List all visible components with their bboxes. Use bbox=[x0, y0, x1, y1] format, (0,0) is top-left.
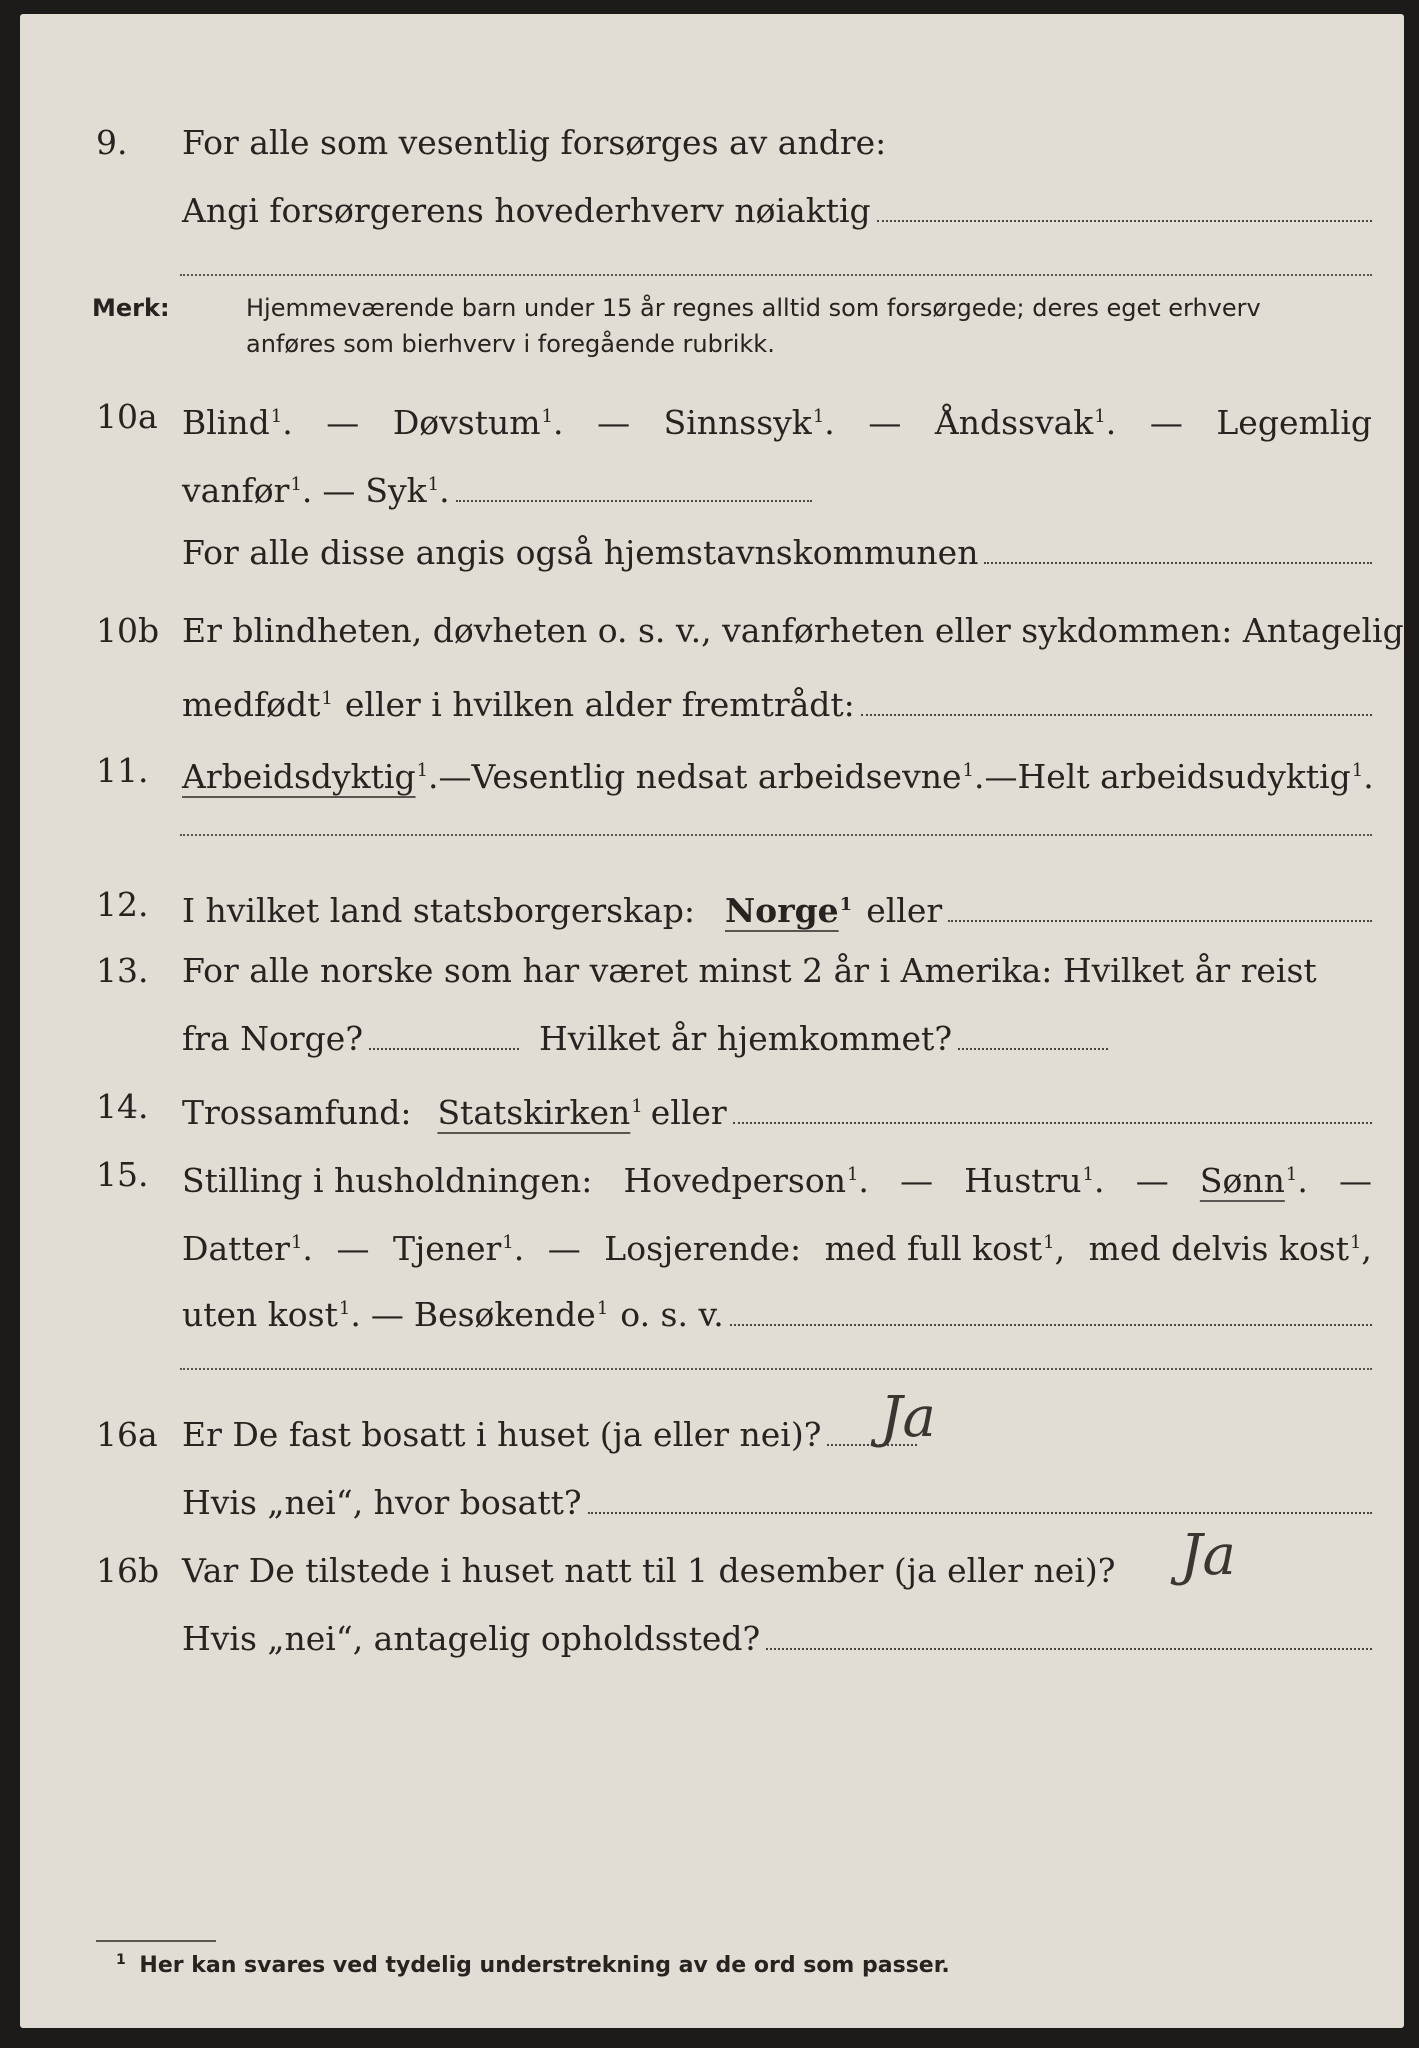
q12-eller: eller bbox=[866, 891, 943, 930]
q10b-number: 10b bbox=[96, 611, 160, 650]
q16a-line1 bbox=[20, 1410, 1404, 1460]
q10b-line1 bbox=[20, 606, 1404, 656]
q10b-medfodt[interactable]: medfødt bbox=[182, 685, 321, 724]
q16b-opholdssted-field[interactable] bbox=[766, 1620, 1372, 1650]
q9-line2 bbox=[20, 186, 1404, 236]
footnote-mark: 1 bbox=[116, 1952, 126, 1968]
q10a-sinnssyk[interactable]: Sinnssyk bbox=[663, 403, 812, 442]
q10a-syk-field[interactable] bbox=[456, 472, 812, 502]
q16b-number: 16b bbox=[96, 1551, 160, 1590]
footnote-rule bbox=[96, 1940, 216, 1942]
q13-reist-label: fra Norge? bbox=[182, 1019, 364, 1058]
q10b-alder-field[interactable] bbox=[861, 686, 1372, 716]
q15-delvis-kost[interactable]: med delvis kost bbox=[1088, 1229, 1349, 1268]
q10b-alder-label: eller i hvilken alder fremtrådt: bbox=[344, 685, 855, 724]
merk-text-1: Hjemmeværende barn under 15 år regnes alltid som forsørgede; deres eget erhverv bbox=[246, 294, 1261, 322]
q14-prompt: Trossamfund: bbox=[182, 1093, 412, 1132]
q15-extra-line bbox=[180, 1368, 1372, 1370]
q15-line2: Datter$^1$. — Tjener$^1$. — Losjerende: med full kost$^1$, med delvis kost$^1$, bbox=[20, 1218, 1404, 1268]
q11-line1: 11. Arbeidsdyktig$^1$. — Vesentlig nedsat arbeidsevne$^1$. — Helt arbeidsudyktig$^1$. bbox=[20, 746, 1404, 796]
q14-line1: 14. Trossamfund: Statskirken$^1$ eller bbox=[20, 1082, 1404, 1132]
q10a-syk[interactable]: Syk bbox=[365, 471, 427, 510]
q12-number: 12. bbox=[96, 885, 149, 924]
q14-statskirken[interactable]: Statskirken bbox=[437, 1093, 631, 1132]
q11-udyktig[interactable]: Helt arbeidsudyktig bbox=[1017, 757, 1351, 796]
merk-note bbox=[92, 290, 1372, 366]
q10a-vanfor[interactable]: vanfør bbox=[182, 471, 290, 510]
q16a-bosatt-field[interactable] bbox=[588, 1484, 1372, 1514]
q9-occupation-field[interactable] bbox=[877, 192, 1372, 222]
census-form-page bbox=[20, 14, 1404, 2028]
q15-tjener[interactable]: Tjener bbox=[392, 1229, 502, 1268]
q13-line1 bbox=[20, 946, 1404, 996]
q10a-blind[interactable]: Blind bbox=[182, 403, 270, 442]
q13-number: 13. bbox=[96, 951, 149, 990]
footnote-text: Her kan svares ved tydelig understrekning av de ord som passer. bbox=[139, 1953, 950, 1979]
q11-arbeidsdyktig[interactable]: Arbeidsdyktig bbox=[182, 757, 416, 796]
q15-line1: 15. Stilling i husholdningen: Hovedperson$^1$. — Hustru$^1$. — Sønn$^1$. — bbox=[20, 1150, 1404, 1200]
q15-prompt: Stilling i husholdningen: bbox=[182, 1161, 593, 1200]
q10a-line2: vanfør$^1$. — Syk$^1$. bbox=[20, 460, 1404, 510]
q15-datter[interactable]: Datter bbox=[182, 1229, 290, 1268]
q15-sonn[interactable]: Sønn bbox=[1199, 1161, 1285, 1200]
q16b-handwritten-answer: Ja bbox=[1180, 1523, 1236, 1588]
merk-label: Merk: bbox=[92, 294, 170, 322]
q9-prompt: For alle som vesentlig forsørges av andre: bbox=[182, 123, 887, 162]
q15-number: 15. bbox=[96, 1155, 149, 1194]
q13-prompt: For alle norske som har været minst 2 år i Amerika: Hvilket år reist bbox=[182, 951, 1317, 990]
q10a-line1: 10a Blind$^1$. — Døvstum$^1$. — Sinnssyk$^1$. — Åndssvak$^1$. — Legemlig bbox=[20, 392, 1404, 442]
q10a-dovstum[interactable]: Døvstum bbox=[392, 403, 541, 442]
q10a-line3 bbox=[20, 528, 1404, 578]
q16a-prompt: Er De fast bosatt i huset (ja eller nei)? bbox=[182, 1415, 822, 1454]
q9-line1 bbox=[20, 118, 1404, 168]
q11-number: 11. bbox=[96, 751, 149, 790]
q15-uten-kost[interactable]: uten kost bbox=[182, 1295, 338, 1334]
q12-prompt: I hvilket land statsborgerskap: bbox=[182, 891, 696, 930]
q10a-legemlig[interactable]: Legemlig bbox=[1216, 403, 1372, 442]
q14-number: 14. bbox=[96, 1087, 149, 1126]
q12-norge[interactable]: Norge bbox=[725, 891, 839, 930]
q11-extra-line bbox=[180, 834, 1372, 836]
q16b-line2 bbox=[20, 1614, 1404, 1664]
q9-occupation-label: Angi forsørgerens hovederhverv nøiaktig bbox=[182, 191, 871, 230]
q16a-number: 16a bbox=[96, 1415, 158, 1454]
q16a-bosatt-label: Hvis „nei“, hvor bosatt? bbox=[182, 1483, 582, 1522]
q15-line3: uten kost$^1$. — Besøkende$^1$ o. s. v. bbox=[20, 1284, 1404, 1334]
q9-extra-line bbox=[180, 274, 1372, 276]
q16a-handwritten-answer: Ja bbox=[880, 1385, 936, 1450]
q12-field[interactable] bbox=[948, 892, 1372, 922]
q10a-number: 10a bbox=[96, 397, 158, 436]
q15-field[interactable] bbox=[730, 1296, 1372, 1326]
q15-osv: o. s. v. bbox=[620, 1295, 724, 1334]
q16a-line2 bbox=[20, 1478, 1404, 1528]
q15-losjerende: Losjerende: bbox=[604, 1229, 802, 1268]
q10a-hjemstavn-label: For alle disse angis også hjemstavnskommunen bbox=[182, 533, 979, 572]
q10a-andssvak[interactable]: Åndssvak bbox=[934, 403, 1094, 442]
q10a-hjemstavn-field[interactable] bbox=[984, 534, 1372, 564]
q15-hustru[interactable]: Hustru bbox=[964, 1161, 1082, 1200]
q16b-opholdssted-label: Hvis „nei“, antagelig opholdssted? bbox=[182, 1619, 761, 1658]
q15-full-kost[interactable]: med full kost bbox=[824, 1229, 1043, 1268]
q10b-prompt: Er blindheten, døvheten o. s. v., vanførheten eller sykdommen: Antagelig bbox=[182, 611, 1404, 650]
q13-hjem-label: Hvilket år hjemkommet? bbox=[539, 1019, 953, 1058]
q13-reist-field[interactable] bbox=[369, 1020, 519, 1050]
q13-line2 bbox=[20, 1014, 1404, 1064]
q11-nedsat[interactable]: Vesentlig nedsat arbeidsevne bbox=[471, 757, 962, 796]
merk-text-2: anføres som bierhverv i foregående rubrikk. bbox=[246, 330, 775, 358]
footnote bbox=[116, 1952, 950, 1978]
q12-line1: 12. I hvilket land statsborgerskap: Norge$^1$ eller bbox=[20, 880, 1404, 930]
q15-hovedperson[interactable]: Hovedperson bbox=[623, 1161, 846, 1200]
q9-number: 9. bbox=[96, 123, 128, 162]
q15-besokende[interactable]: Besøkende bbox=[413, 1295, 596, 1334]
q14-field[interactable] bbox=[733, 1094, 1372, 1124]
q14-eller: eller bbox=[650, 1093, 727, 1132]
q16b-prompt: Var De tilstede i huset natt til 1 desember (ja eller nei)? bbox=[182, 1551, 1116, 1590]
q13-hjem-field[interactable] bbox=[958, 1020, 1108, 1050]
q10b-line2: medfødt$^1$ eller i hvilken alder fremtrådt: bbox=[20, 674, 1404, 724]
